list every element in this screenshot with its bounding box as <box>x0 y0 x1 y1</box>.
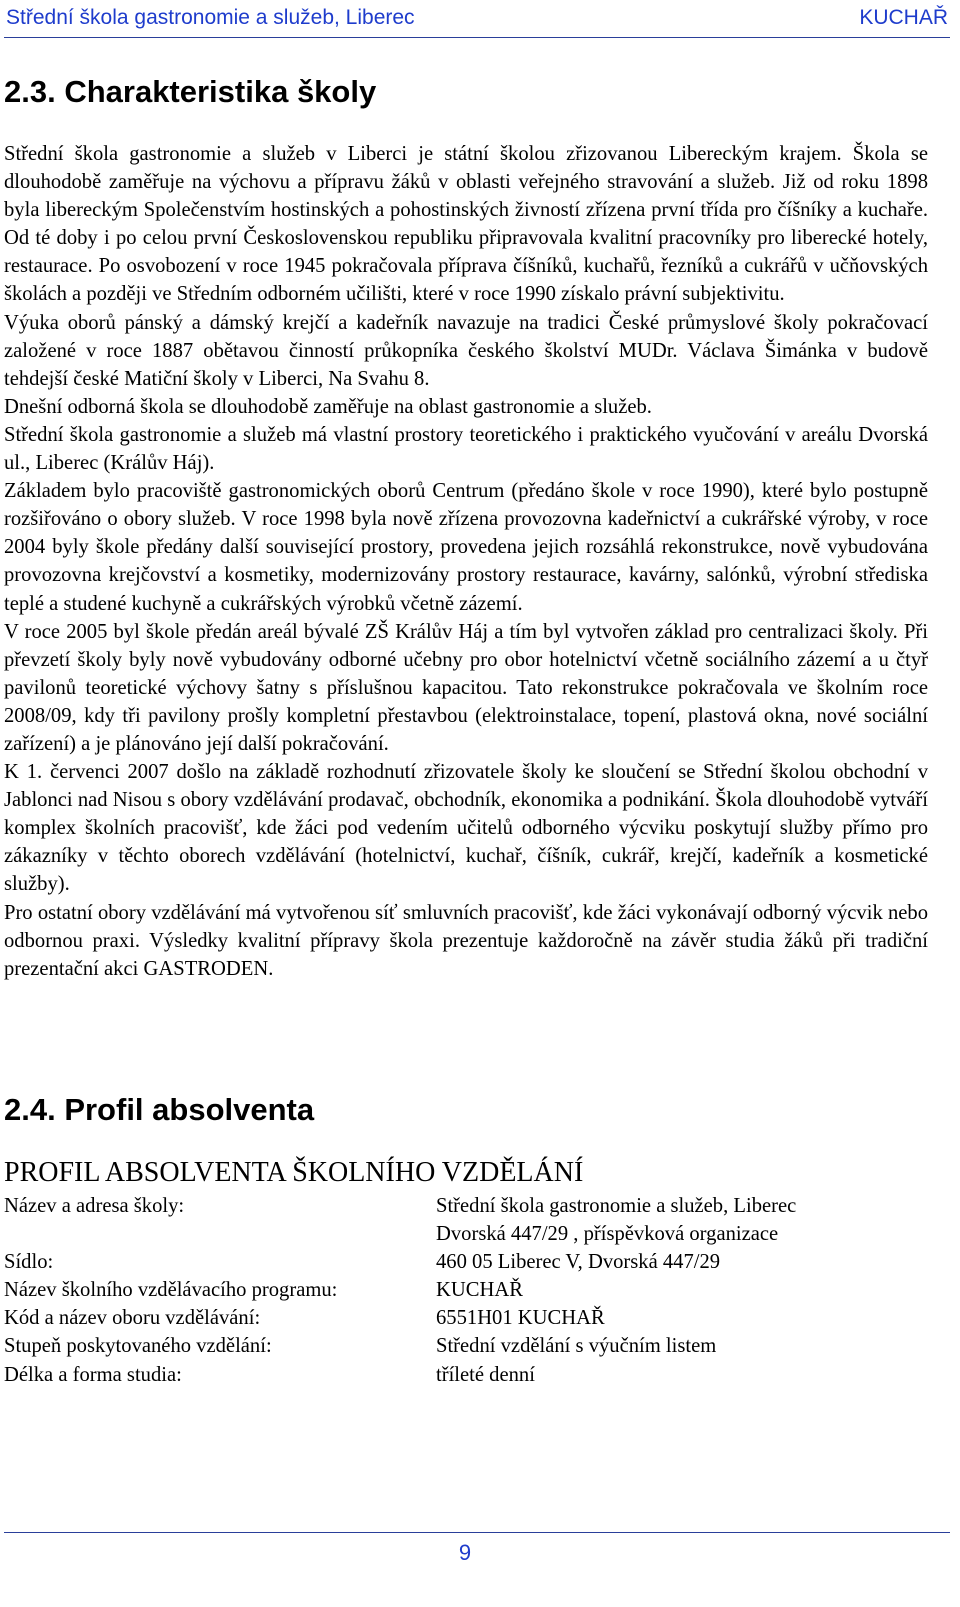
row-label: Název a adresa školy: <box>4 1195 185 1217</box>
row-label: Délka a forma studia: <box>4 1363 182 1386</box>
paragraph: Střední škola gastronomie a služeb v Liberci je státní školou zřizovanou Libereckým krajem. Škola se dlouhodobě zaměřuje na výchovu a přípravu žáků v oblasti veřejného stravování a služeb. Již od roku 1898 byla libereckým Společenstvím hostinských a pohostinských živností zřízena první třída pro číšníky a kuchaře. Od té doby i po celou první Československou republiku připravovala kvalitní pracovníky pro liberecké hotely, restaurace. Po osvobození v roce 1945 pokračovala příprava číšníků, kuchařů, řezníků a cukrářů v učňovských školách a později ve Středním odborném učilišti, které v roce 1990 získalo právní subjektivitu. <box>4 143 928 306</box>
paragraph: V roce 2005 byl škole předán areál bývalé ZŠ Králův Háj a tím byl vytvořen základ pro centralizaci školy. Při převzetí školy byly nově vybudovány odborné učebny pro obor hotelnictví včetně sociálního zázemí a u čtyř pavilonů teoretické výchovy šatny s příslušnou kapacitou. Tato rekonstrukce pokračovala ve školním roce 2008/09, kdy tři pavilony prošly kompletní přestavbou (elektroinstalace, topení, plastová okna, nové sociální zařízení) a je plánováno její další pokračování. <box>4 620 928 755</box>
paragraph: Střední škola gastronomie a služeb má vlastní prostory teoretického i praktického vyučování v areálu Dvorská ul., Liberec (Králův Háj). <box>4 423 928 475</box>
page-header <box>6 4 948 34</box>
profile-subtitle: PROFIL ABSOLVENTA ŠKOLNÍHO VZDĚLÁNÍ <box>4 1157 584 1188</box>
row-label: Kód a název oboru vzdělávání: <box>4 1307 261 1330</box>
paragraph: Pro ostatní obory vzdělávání má vytvořenou síť smluvních pracovišť, kde žáci vykonávají odborný výcvik nebo odbornou praxi. Výsledky kvalitní přípravy škola prezentuje každoročně na závěr studia žáků při tradiční prezentační akci GASTRODEN. <box>4 901 928 980</box>
row-label: Stupeň poskytovaného vzdělání: <box>4 1335 272 1358</box>
row-value: tříleté denní <box>436 1363 535 1386</box>
row-value <box>436 1192 796 1248</box>
row-value-line: Dvorská 447/29 , příspěvková organizace <box>436 1223 779 1246</box>
row-label: Sídlo: <box>4 1251 54 1274</box>
row-value: KUCHAŘ <box>436 1279 523 1302</box>
paragraph: Dnešní odborná škola se dlouhodobě zaměřuje na oblast gastronomie a služeb. <box>4 395 652 418</box>
section-body-characteristics <box>4 140 928 983</box>
paragraph: K 1. červenci 2007 došlo na základě rozhodnutí zřizovatele školy ke sloučení se Střední školou obchodní v Jablonci nad Nisou s obory vzdělávání prodavač, obchodník, ekonomika a podnikání. Škola dlouhodobě vytváří komplex školních pracovišť, kde žáci pod vedením učitelů odborného výcviku poskytují služby přímo pro zákazníky v těchto oborech vzdělávání (hotelnictví, kuchař, číšník, cukrář, krejčí, kadeřník a kosmetické služby). <box>4 761 928 896</box>
page-number: 9 <box>458 1540 472 1565</box>
row-value-line: Střední škola gastronomie a služeb, Liberec <box>436 1195 797 1217</box>
section-heading-graduate-profile: 2.4. Profil absolventa <box>4 1092 315 1127</box>
row-value: 460 05 Liberec V, Dvorská 447/29 <box>436 1251 721 1274</box>
section-heading-characteristics: 2.3. Charakteristika školy <box>4 74 377 109</box>
row-value: 6551H01 KUCHAŘ <box>436 1307 605 1330</box>
row-label: Název školního vzdělávacího programu: <box>4 1279 338 1302</box>
footer-divider <box>4 1532 950 1533</box>
row-value: Střední vzdělání s výučním listem <box>436 1335 717 1358</box>
header-school-name: Střední škola gastronomie a služeb, Liberec <box>6 6 415 29</box>
header-program-name: KUCHAŘ <box>859 6 948 29</box>
header-divider <box>4 37 950 38</box>
paragraph: Výuka oborů pánský a dámský krejčí a kadeřník navazuje na tradici České průmyslové školy pokračovací založené v roce 1887 obětavou činností průkopníka českého školství MUDr. Václava Šimánka v budově tehdejší české Matiční školy v Liberci, Na Svahu 8. <box>4 311 928 390</box>
paragraph: Základem bylo pracoviště gastronomických oborů Centrum (předáno škole v roce 1990), které bylo postupně rozšiřováno o obory služeb. V roce 1998 byla nově zřízena provozovna kadeřnictví a cukrářské výroby, v roce 2004 byly škole předány další související prostory, provedena jejich rozsáhlá rekonstrukce, nově vybudována provozovna krejčovství a kosmetiky, modernizovány prostory restaurace, kavárny, salónků, výrobní střediska teplé a studené kuchyně a cukrářských výrobků včetně zázemí. <box>4 480 928 615</box>
